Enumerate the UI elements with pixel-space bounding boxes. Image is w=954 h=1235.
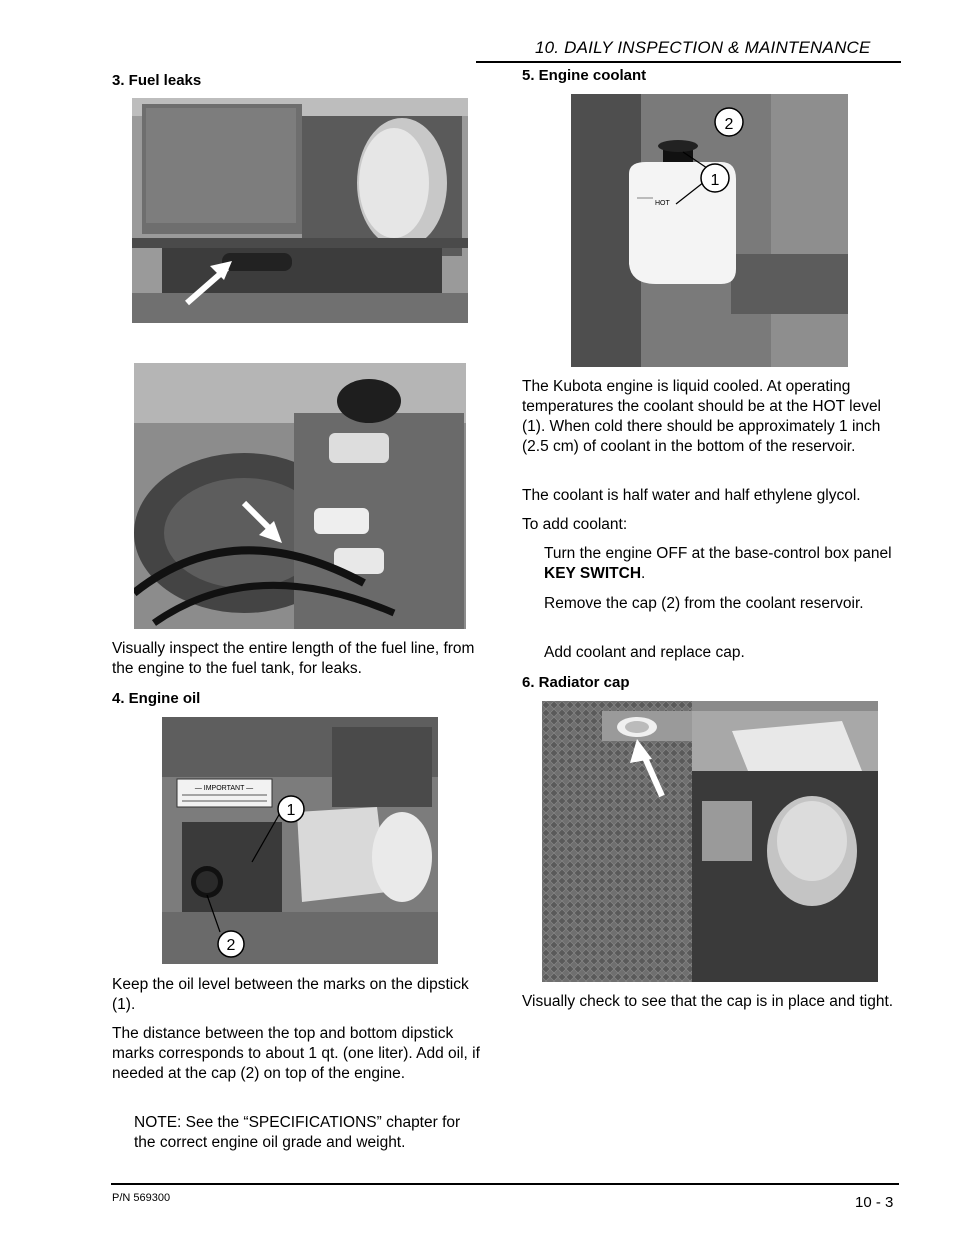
coolant-callout-2: 2 [724, 116, 734, 133]
fuel-leaks-heading: 3. Fuel leaks [112, 72, 202, 89]
coolant-text-1: The Kubota engine is liquid cooled. At operating temperatures the coolant should be at the HOT level (1). When cold there should be approximately 1 inch (2.5 cm) of coolant in the bottom of the reservoir. [522, 378, 882, 455]
oil-callout-2: 2 [226, 937, 236, 954]
radiator-cap-photo [542, 701, 878, 982]
fuel-line-photo [134, 363, 466, 629]
key-switch-label: KEY SWITCH [544, 565, 642, 582]
part-number: P/N 569300 [112, 1192, 171, 1204]
header-rule [476, 61, 901, 63]
coolant-step-1-end: . [641, 565, 646, 582]
coolant-step-1-text: Turn the engine OFF at the base-control box panel [544, 545, 892, 562]
section-title: 10. DAILY INSPECTION & MAINTENANCE [535, 38, 871, 57]
fuel-leaks-text: Visually inspect the entire length of the fuel line, from the engine to the fuel tank, for leaks. [112, 640, 475, 677]
fuel-tank-photo [132, 98, 468, 323]
engine-coolant-heading: 5. Engine coolant [522, 67, 647, 84]
engine-oil-text-2: The distance between the top and bottom dipstick marks corresponds to about 1 qt. (one liter). Add oil, if needed at the cap (2) on top of the engine. [112, 1025, 480, 1082]
engine-oil-note: NOTE: See the “SPECIFICATIONS” chapter for the correct engine oil grade and weight. [134, 1114, 461, 1151]
coolant-text-3: To add coolant: [522, 516, 628, 533]
engine-oil-text-1: Keep the oil level between the marks on the dipstick (1). [112, 976, 469, 1013]
page-number: 10 - 3 [855, 1194, 894, 1211]
oil-callout-1: 1 [286, 802, 296, 819]
coolant-reservoir-photo [571, 94, 848, 367]
coolant-text-2: The coolant is half water and half ethylene glycol. [522, 487, 861, 504]
coolant-step-2: Remove the cap (2) from the coolant reservoir. [544, 595, 864, 612]
engine-oil-heading: 4. Engine oil [112, 690, 201, 707]
coolant-callout-1: 1 [710, 172, 720, 189]
coolant-step-3: Add coolant and replace cap. [544, 644, 745, 661]
radiator-cap-heading: 6. Radiator cap [522, 674, 630, 691]
radiator-cap-text: Visually check to see that the cap is in place and tight. [522, 993, 894, 1010]
engine-oil-photo [162, 717, 438, 964]
oil-label-text: — IMPORTANT — [194, 785, 254, 792]
coolant-step-1 [544, 544, 899, 584]
footer-rule [111, 1183, 899, 1185]
hot-mark: HOT [655, 200, 670, 207]
